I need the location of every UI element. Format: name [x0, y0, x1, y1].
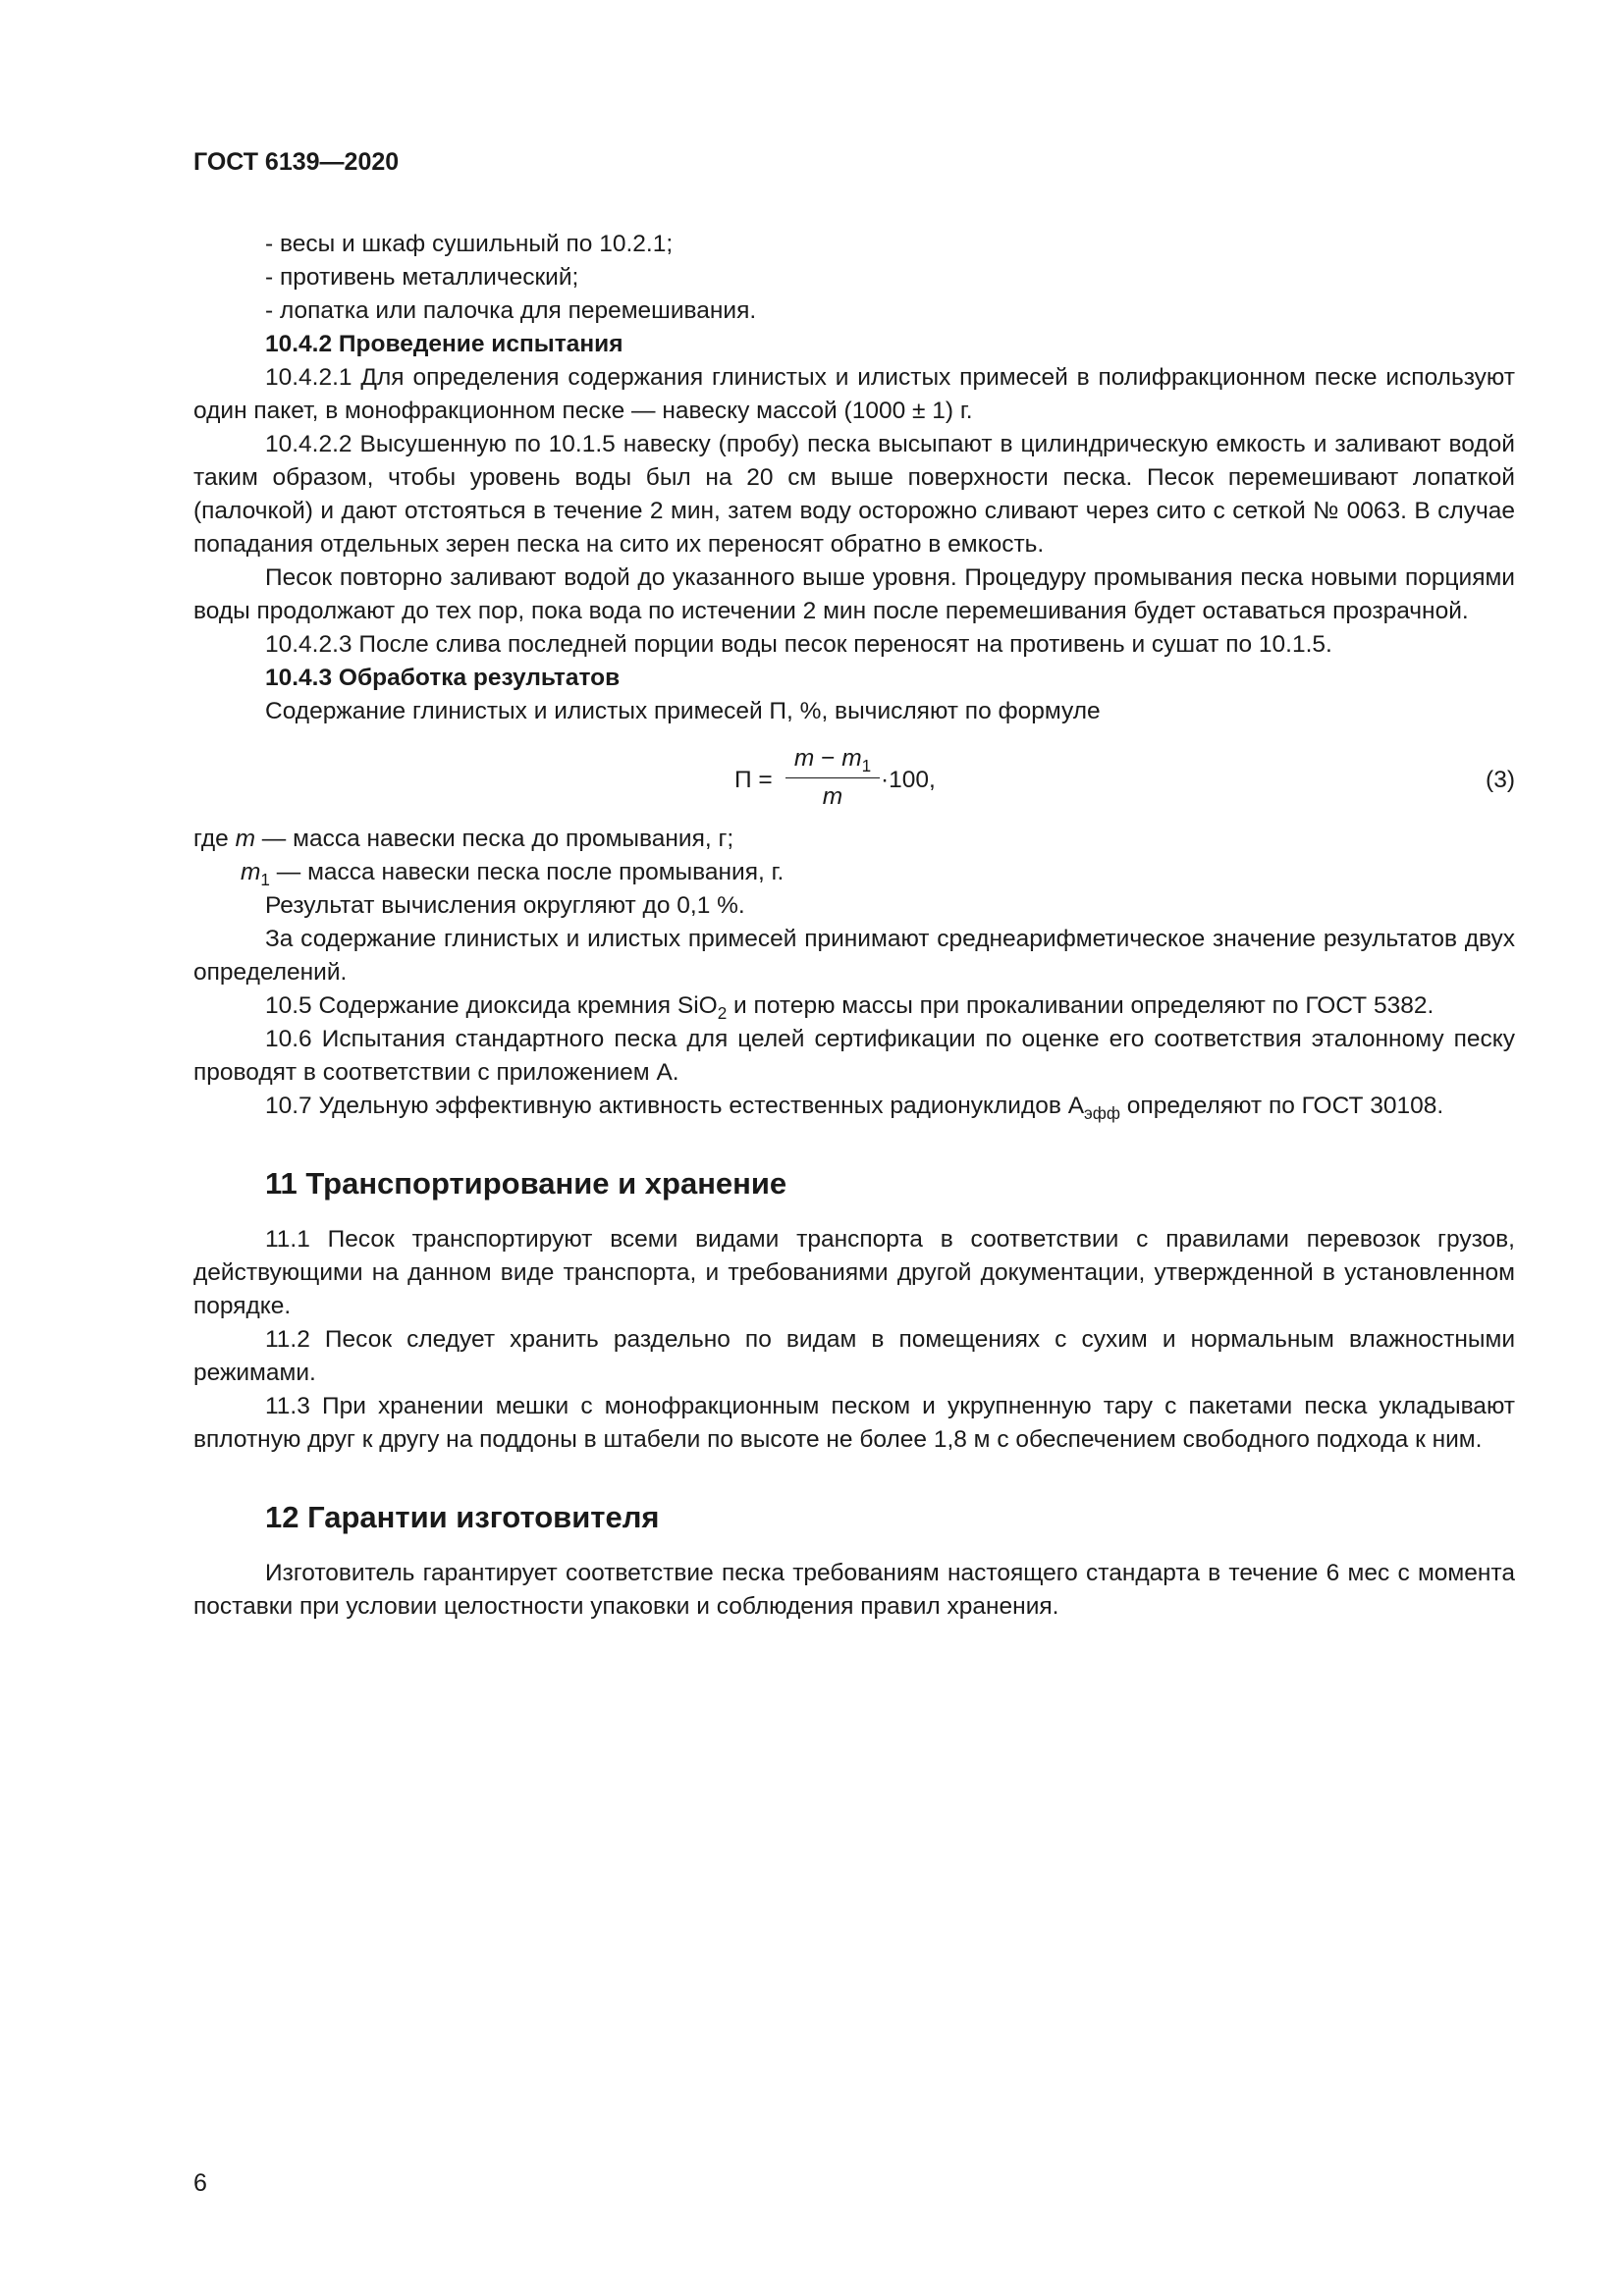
paragraph-10-4-2-1: 10.4.2.1 Для определения содержания глинистых и илистых примесей в полифракционном песке используют один пакет, в монофракционном песке — навеску массой (1000 ± 1) г.	[193, 364, 1515, 424]
formula-lhs: П =	[734, 767, 773, 793]
paragraph-rounding: Результат вычисления округляют до 0,1 %.	[265, 892, 745, 919]
document-header: ГОСТ 6139—2020	[193, 148, 400, 176]
section-heading-12: 12 Гарантии изготовителя	[265, 1500, 660, 1534]
paragraph-11-3: 11.3 При хранении мешки с монофракционным песком и укрупненную тару с пакетами песка укладывают вплотную друг к другу на поддоны в штабели по высоте не более 1,8 м с обеспечением свободного подхода к ним.	[193, 1393, 1515, 1453]
fraction-bar	[785, 777, 880, 778]
formula-rhs: ·100,	[881, 767, 936, 793]
subsection-heading-10-4-3: 10.4.3 Обработка результатов	[265, 665, 621, 691]
paragraph-10-4-2-2: 10.4.2.2 Высушенную по 10.1.5 навеску (пробу) песка высыпают в цилиндрическую емкость и заливают водой таким образом, чтобы уровень воды был на 20 см выше поверхности песка. Песок перемешивают лопаткой (палочкой) и дают отстояться в течение 2 мин, затем воду осторожно сливают через сито с сеткой № 0063. В случае попадания отдельных зерен песка на сито их переносят обратно в емкость.	[193, 431, 1515, 558]
formula-number: (3)	[1486, 767, 1515, 793]
where-line-1: где m — масса навески песка до промывания, г;	[193, 826, 734, 852]
paragraph-10-7: 10.7 Удельную эффективную активность естественных радионуклидов $А_{эфф}$ определяют по ГОСТ 30108.	[265, 1093, 1444, 1123]
paragraph-11-2: 11.2 Песок следует хранить раздельно по видам в помещениях с сухим и нормальным влажностными режимами.	[193, 1326, 1515, 1386]
formula-fraction	[785, 742, 880, 814]
where-line-2: $m_1$ — масса навески песка после промывания, г.	[241, 859, 785, 889]
paragraph-10-6: 10.6 Испытания стандартного песка для целей сертификации по оценке его соответствия эталонному песку проводят в соответствии с приложением А.	[193, 1026, 1515, 1086]
list-item: - противень металлический;	[265, 264, 579, 291]
list-item: - весы и шкаф сушильный по 10.2.1;	[265, 231, 674, 257]
paragraph-11-1: 11.1 Песок транспортируют всеми видами транспорта в соответствии с правилами перевозок грузов, действующими на данном виде транспорта, и требованиями другой документации, утвержденной в установленном порядке.	[193, 1226, 1515, 1319]
paragraph-10-5: 10.5 Содержание диоксида кремния SiO$_2$ и потерю массы при прокаливании определяют по ГОСТ 5382.	[265, 992, 1435, 1023]
paragraph-12: Изготовитель гарантирует соответствие песка требованиям настоящего стандарта в течение 6 мес с момента поставки при условии целостности упаковки и соблюдения правил хранения.	[193, 1560, 1515, 1620]
formula-denominator: m	[822, 783, 843, 810]
formula-numerator: $m - m_1$	[793, 745, 872, 775]
formula-intro: Содержание глинистых и илистых примесей П, %, вычисляют по формуле	[265, 698, 1101, 724]
list-item: - лопатка или палочка для перемешивания.	[265, 297, 757, 324]
section-heading-11: 11 Транспортирование и хранение	[265, 1166, 787, 1201]
subsection-heading-10-4-2: 10.4.2 Проведение испытания	[265, 331, 623, 357]
page-number: 6	[193, 2169, 207, 2197]
paragraph-rinse-repeat: Песок повторно заливают водой до указанного выше уровня. Процедуру промывания песка новыми порциями воды продолжают до тех пор, пока вода по истечении 2 мин после перемешивания будет оставаться прозрачной.	[193, 564, 1515, 624]
paragraph-mean: За содержание глинистых и илистых примесей принимают среднеарифметическое значение результатов двух определений.	[193, 926, 1515, 986]
document-body	[193, 228, 1515, 1624]
formula-3	[193, 742, 1515, 819]
paragraph-10-4-2-3: 10.4.2.3 После слива последней порции воды песок переносят на противень и сушат по 10.1.5.	[265, 631, 1332, 658]
